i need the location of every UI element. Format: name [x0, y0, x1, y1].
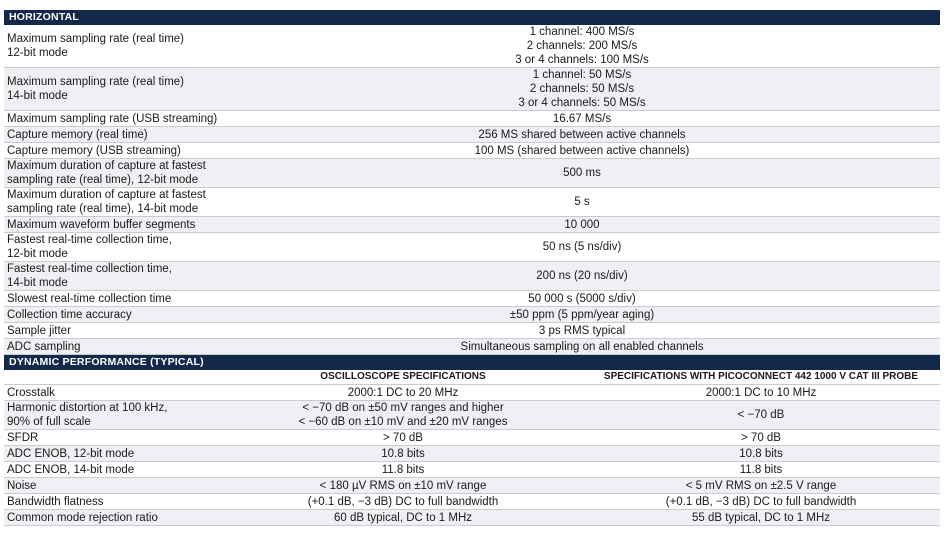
oscilloscope-value: < 180 µV RMS on ±10 mV range [224, 478, 582, 494]
spec-value: 500 ms [224, 159, 940, 188]
spec-label: Noise [4, 478, 224, 494]
column-header-probe: SPECIFICATIONS WITH PICOCONNECT 442 1000 V CAT III PROBE [582, 370, 940, 385]
probe-value: > 70 dB [582, 430, 940, 446]
table-row [4, 217, 940, 233]
table-row [4, 430, 940, 446]
dynamic-table [4, 370, 940, 526]
table-row [4, 446, 940, 462]
table-row [4, 159, 940, 188]
table-row [4, 462, 940, 478]
probe-value: < −70 dB [582, 401, 940, 430]
spec-label: Maximum waveform buffer segments [4, 217, 224, 233]
section-header-dynamic: DYNAMIC PERFORMANCE (TYPICAL) [4, 355, 940, 370]
spec-label: Slowest real-time collection time [4, 291, 224, 307]
table-row [4, 339, 940, 355]
spec-value: 1 channel: 50 MS/s 2 channels: 50 MS/s 3 or 4 channels: 50 MS/s [224, 68, 940, 111]
spec-label: Capture memory (USB streaming) [4, 143, 224, 159]
table-row [4, 68, 940, 111]
spec-label: Sample jitter [4, 323, 224, 339]
spec-label: Capture memory (real time) [4, 127, 224, 143]
probe-value: 10.8 bits [582, 446, 940, 462]
oscilloscope-value: 2000:1 DC to 20 MHz [224, 385, 582, 401]
spec-value: 50 ns (5 ns/div) [224, 233, 940, 262]
spec-label: ADC ENOB, 12-bit mode [4, 446, 224, 462]
table-row [4, 307, 940, 323]
spec-label: Collection time accuracy [4, 307, 224, 323]
spec-label: Common mode rejection ratio [4, 510, 224, 526]
spec-label: Fastest real-time collection time, 14-bit mode [4, 262, 224, 291]
horizontal-table [4, 25, 940, 355]
spec-value: 200 ns (20 ns/div) [224, 262, 940, 291]
spec-value: Simultaneous sampling on all enabled channels [224, 339, 940, 355]
oscilloscope-value: > 70 dB [224, 430, 582, 446]
table-row [4, 233, 940, 262]
spec-label: Maximum sampling rate (USB streaming) [4, 111, 224, 127]
oscilloscope-value: < −70 dB on ±50 mV ranges and higher < −60 dB on ±10 mV and ±20 mV ranges [224, 401, 582, 430]
probe-value: 11.8 bits [582, 462, 940, 478]
column-header-blank [4, 370, 224, 385]
spec-label: SFDR [4, 430, 224, 446]
spec-value: ±50 ppm (5 ppm/year aging) [224, 307, 940, 323]
spec-label: ADC ENOB, 14-bit mode [4, 462, 224, 478]
spec-value: 3 ps RMS typical [224, 323, 940, 339]
probe-value: (+0.1 dB, −3 dB) DC to full bandwidth [582, 494, 940, 510]
spec-value: 5 s [224, 188, 940, 217]
spec-label: Harmonic distortion at 100 kHz, 90% of full scale [4, 401, 224, 430]
spec-label: Crosstalk [4, 385, 224, 401]
oscilloscope-value: 11.8 bits [224, 462, 582, 478]
table-row [4, 25, 940, 68]
dynamic-column-headers [4, 370, 940, 385]
oscilloscope-value: 10.8 bits [224, 446, 582, 462]
table-row [4, 262, 940, 291]
table-row [4, 143, 940, 159]
table-row [4, 111, 940, 127]
spec-label: ADC sampling [4, 339, 224, 355]
spec-value: 1 channel: 400 MS/s 2 channels: 200 MS/s 3 or 4 channels: 100 MS/s [224, 25, 940, 68]
table-row [4, 401, 940, 430]
table-row [4, 385, 940, 401]
probe-value: < 5 mV RMS on ±2.5 V range [582, 478, 940, 494]
spec-label: Fastest real-time collection time, 12-bit mode [4, 233, 224, 262]
spec-label: Maximum sampling rate (real time) 12-bit mode [4, 25, 224, 68]
spec-sheet [4, 0, 940, 526]
oscilloscope-value: (+0.1 dB, −3 dB) DC to full bandwidth [224, 494, 582, 510]
table-row [4, 510, 940, 526]
table-row [4, 127, 940, 143]
spec-label: Bandwidth flatness [4, 494, 224, 510]
table-row [4, 494, 940, 510]
column-header-oscilloscope: OSCILLOSCOPE SPECIFICATIONS [224, 370, 582, 385]
spec-value: 100 MS (shared between active channels) [224, 143, 940, 159]
table-row [4, 478, 940, 494]
table-row [4, 291, 940, 307]
spec-label: Maximum duration of capture at fastest sampling rate (real time), 14-bit mode [4, 188, 224, 217]
spec-value: 50 000 s (5000 s/div) [224, 291, 940, 307]
table-row [4, 188, 940, 217]
spec-label: Maximum duration of capture at fastest sampling rate (real time), 12-bit mode [4, 159, 224, 188]
probe-value: 55 dB typical, DC to 1 MHz [582, 510, 940, 526]
oscilloscope-value: 60 dB typical, DC to 1 MHz [224, 510, 582, 526]
spec-label: Maximum sampling rate (real time) 14-bit mode [4, 68, 224, 111]
table-row [4, 323, 940, 339]
spec-value: 10 000 [224, 217, 940, 233]
section-header-horizontal: HORIZONTAL [4, 10, 940, 25]
probe-value: 2000:1 DC to 10 MHz [582, 385, 940, 401]
spec-value: 16.67 MS/s [224, 111, 940, 127]
spec-value: 256 MS shared between active channels [224, 127, 940, 143]
